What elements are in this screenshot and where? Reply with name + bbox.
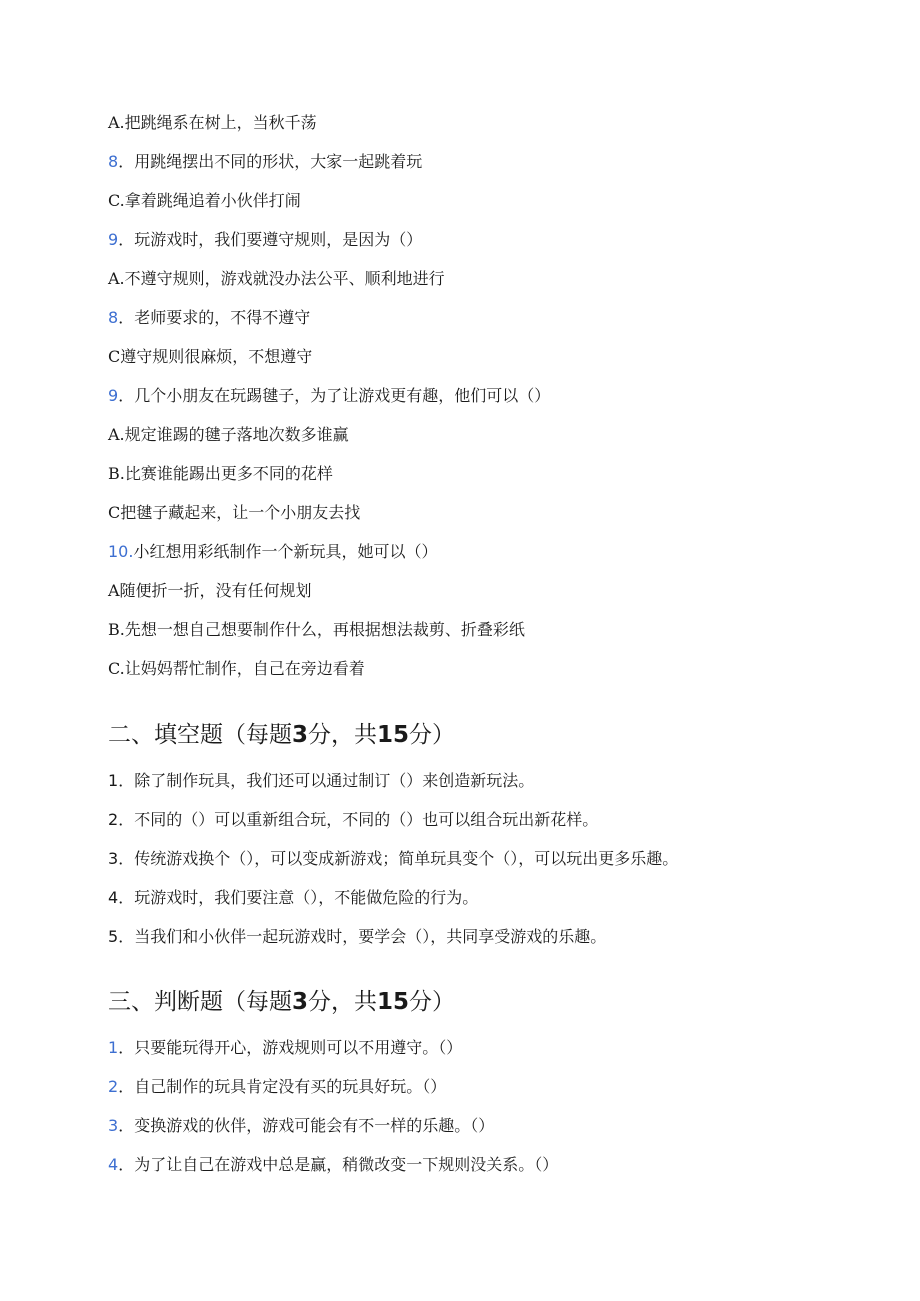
q9b-option-a: A.规定谁踢的毽子落地次数多谁赢 <box>108 425 349 444</box>
item-number: 3 <box>108 849 119 868</box>
question-10: 10.小红想用彩纸制作一个新玩具，她可以（） <box>108 542 438 561</box>
q7-option-b: 8．用跳绳摆出不同的形状，大家一起跳着玩 <box>108 152 423 171</box>
question-9b: 9．几个小朋友在玩踢毽子，为了让游戏更有趣，他们可以（） <box>108 386 551 405</box>
fill-in-item-3: 3．传统游戏换个（），可以变成新游戏；简单玩具变个（），可以玩出更多乐趣。 <box>108 849 679 868</box>
q9-option-a: A.不遵守规则，游戏就没办法公平、顺利地进行 <box>108 269 445 288</box>
fill-in-item-2: 2．不同的（）可以重新组合玩，不同的（）也可以组合玩出新花样。 <box>108 810 599 829</box>
item-number: 1 <box>108 1038 119 1057</box>
fill-in-item-5: 5．当我们和小伙伴一起玩游戏时，要学会（），共同享受游戏的乐趣。 <box>108 927 607 946</box>
true-false-item-2: 2．自己制作的玩具肯定没有买的玩具好玩。（） <box>108 1077 447 1096</box>
question-number: 9 <box>108 230 119 249</box>
question-number: 10. <box>108 542 134 561</box>
q10-option-a: A随便折一折，没有任何规划 <box>108 581 312 600</box>
q10-option-b: B.先想一想自己想要制作什么，再根据想法裁剪、折叠彩纸 <box>108 620 525 639</box>
q9b-option-c: C把毽子藏起来，让一个小朋友去找 <box>108 503 361 522</box>
item-number: 4 <box>108 888 119 907</box>
section-heading-fill-in: 二、填空题（每题3分，共15分） <box>108 722 456 748</box>
section-heading-true-false: 三、判断题（每题3分，共15分） <box>108 989 456 1015</box>
q9-option-b-number: 8 <box>108 308 119 327</box>
item-number: 2 <box>108 810 119 829</box>
q7-option-c: C.拿着跳绳追着小伙伴打闹 <box>108 191 301 210</box>
true-false-item-1: 1．只要能玩得开心，游戏规则可以不用遵守。（） <box>108 1038 463 1057</box>
question-9: 9．玩游戏时，我们要遵守规则，是因为（） <box>108 230 423 249</box>
fill-in-item-4: 4．玩游戏时，我们要注意（），不能做危险的行为。 <box>108 888 479 907</box>
item-number: 2 <box>108 1077 119 1096</box>
question-number: 9 <box>108 386 119 405</box>
q10-option-c: C.让妈妈帮忙制作，自己在旁边看着 <box>108 659 365 678</box>
q9b-option-b: B.比赛谁能踢出更多不同的花样 <box>108 464 333 483</box>
true-false-item-3: 3．变换游戏的伙伴，游戏可能会有不一样的乐趣。（） <box>108 1116 495 1135</box>
item-number: 1 <box>108 771 119 790</box>
q7-option-a: A.把跳绳系在树上，当秋千荡 <box>108 113 317 132</box>
item-number: 3 <box>108 1116 119 1135</box>
q7-option-b-number: 8 <box>108 152 119 171</box>
q9-option-b: 8．老师要求的，不得不遵守 <box>108 308 311 327</box>
q9-option-c: C遵守规则很麻烦，不想遵守 <box>108 347 313 366</box>
true-false-item-4: 4．为了让自己在游戏中总是赢，稍微改变一下规则没关系。（） <box>108 1155 559 1174</box>
item-number: 5 <box>108 927 119 946</box>
item-number: 4 <box>108 1155 119 1174</box>
fill-in-item-1: 1．除了制作玩具，我们还可以通过制订（）来创造新玩法。 <box>108 771 535 790</box>
